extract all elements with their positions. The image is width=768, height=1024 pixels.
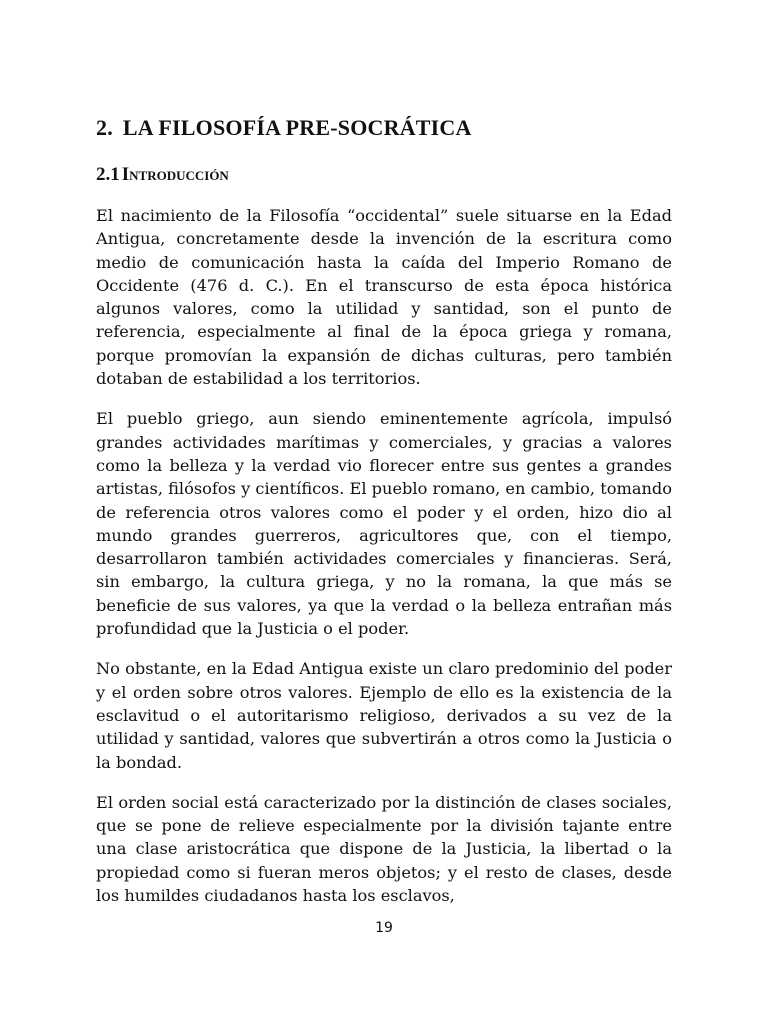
chapter-number: 2. (96, 115, 113, 140)
section-heading (96, 162, 672, 188)
document-page (96, 113, 672, 924)
body-paragraph-4: El orden social está caracterizado por la distinción de clases sociales, que se pone de relieve especialmente por la división tajante entre una clase aristocrática que dispone de la Justicia, la libertad o la propiedad como si fueran meros objetos; y el resto de clases, desde los humildes ciudadanos hasta los esclavos, (96, 792, 672, 906)
page-number: 19 (375, 920, 393, 936)
section-number: 2.1 (96, 164, 120, 185)
body-paragraph-1: El nacimiento de la Filosofía “occidental” suele situarse en la Edad Antigua, concretamente desde la invención de la escritura como medio de comunicación hasta la caída del Imperio Romano de Occidente (476 d. C.). En el transcurso de esta época histórica algunos valores, como la utilidad y santidad, son el punto de referencia, especialmente al final de la época griega y romana, porque promovían la expansión de dichas culturas, pero también dotaban de estabilidad a los territorios. (96, 206, 672, 389)
chapter-heading (96, 113, 672, 143)
body-paragraph-2: El pueblo griego, aun siendo eminentemente agrícola, impulsó grandes actividades marítimas y comerciales, y gracias a valores como la belleza y la verdad vio florecer entre sus gentes a grandes artistas, filósofos y científicos. El pueblo romano, en cambio, tomando de referencia otros valores como el poder y el orden, hizo dio al mundo grandes guerreros, agricultores que, con el tiempo, desarrollaron también actividades comerciales y financieras. Será, sin embargo, la cultura griega, y no la romana, la que más se beneficie de sus valores, ya que la verdad o la belleza entrañan más profundidad que la Justicia o el poder. (96, 409, 672, 639)
body-paragraph-3: No obstante, en la Edad Antigua existe un claro predominio del poder y el orden sobre otros valores. Ejemplo de ello es la existencia de la esclavitud o el autoritarismo religioso, derivados a su vez de la utilidad y santidad, valores que subvertirán a otros como la Justicia o la bondad. (96, 659, 672, 772)
chapter-title: LA FILOSOFÍA PRE-SOCRÁTICA (122, 115, 472, 140)
section-title: Introducción (121, 164, 229, 185)
